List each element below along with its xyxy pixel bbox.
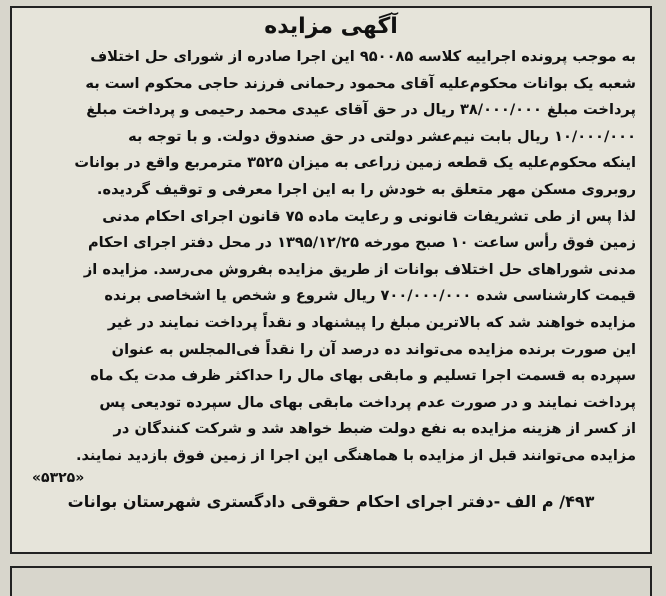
reference-number: «۵۳۲۵» [32, 469, 85, 486]
notice-line: پرداخت مبلغ ۳۸/۰۰۰/۰۰۰ ریال در حق آقای عیدی محمد رحیمی و پرداخت مبلغ [86, 101, 636, 119]
notice-line: روبروی مسکن مهر متعلق به خودش را به این اجرا معرفی و توقیف گردیده. [96, 180, 636, 198]
notice-line: قیمت کارشناسی شده ۷۰۰/۰۰۰/۰۰۰ ریال شروع و شخص یا اشخاصی برنده [104, 287, 636, 305]
notice-line: این صورت برنده مزایده می‌تواند ده درصد آن را نقداً فی‌المجلس به عنوان [111, 340, 636, 358]
notice-line: سپرده به قسمت اجرا تسلیم و مابقی بهای مال را حداکثر ظرف مدت یک ماه [90, 367, 636, 385]
notice-line: زمین فوق رأس ساعت ۱۰ صبح مورخه ۱۳۹۵/۱۲/۲۵ در محل دفتر اجرای احکام [87, 234, 636, 252]
notice-line: شعبه یک بوانات محکوم‌علیه آقای محمود رحمانی فرزند حاجی محکوم است به [85, 74, 636, 92]
notice-line: ۱۰/۰۰۰/۰۰۰ ریال بابت نیم‌عشر دولتی در حق صندوق دولت. و با توجه به [128, 127, 636, 145]
notice-line: پرداخت نمایند و در صورت عدم پرداخت مابقی بهای مال سپرده تودیعی پس [99, 393, 636, 411]
notice-line: به موجب پرونده اجراییه کلاسه ۹۵۰۰۸۵ این اجرا صادره از شورای حل اختلاف [90, 48, 636, 65]
notice-line: مزایده می‌توانند قبل از مزایده با هماهنگی این اجرا از زمین فوق بازدید نمایند. [75, 446, 636, 464]
notice-line: مزایده خواهند شد که بالاترین مبلغ را پیشنهاد و نقداً پرداخت نمایند در غیر [107, 313, 636, 331]
notice-title: آگهی مزایده [264, 14, 398, 39]
notice-line: اینکه محکوم‌علیه یک قطعه زمین زراعی به میزان ۳۵۲۵ مترمربع واقع در بوانات [74, 154, 636, 172]
notice-footer: ۴۹۳/ م الف -دفتر اجرای احکام حقوقی دادگستری شهرستان بوانات [67, 491, 595, 511]
notice-line: لذا پس از طی تشریفات قانونی و رعایت ماده ۷۵ قانون اجرای احکام مدنی [102, 207, 636, 225]
next-notice-border [10, 566, 652, 596]
notice-box [10, 6, 652, 554]
notice-body [24, 44, 636, 470]
notice-line: از کسر از هزینه مزایده به نفع دولت ضبط خواهد شد و شرکت کنندگان در [113, 420, 636, 438]
notice-line: مدنی شوراهای حل اختلاف بوانات از طریق مزایده بفروش می‌رسد. مزایده از [83, 260, 636, 278]
